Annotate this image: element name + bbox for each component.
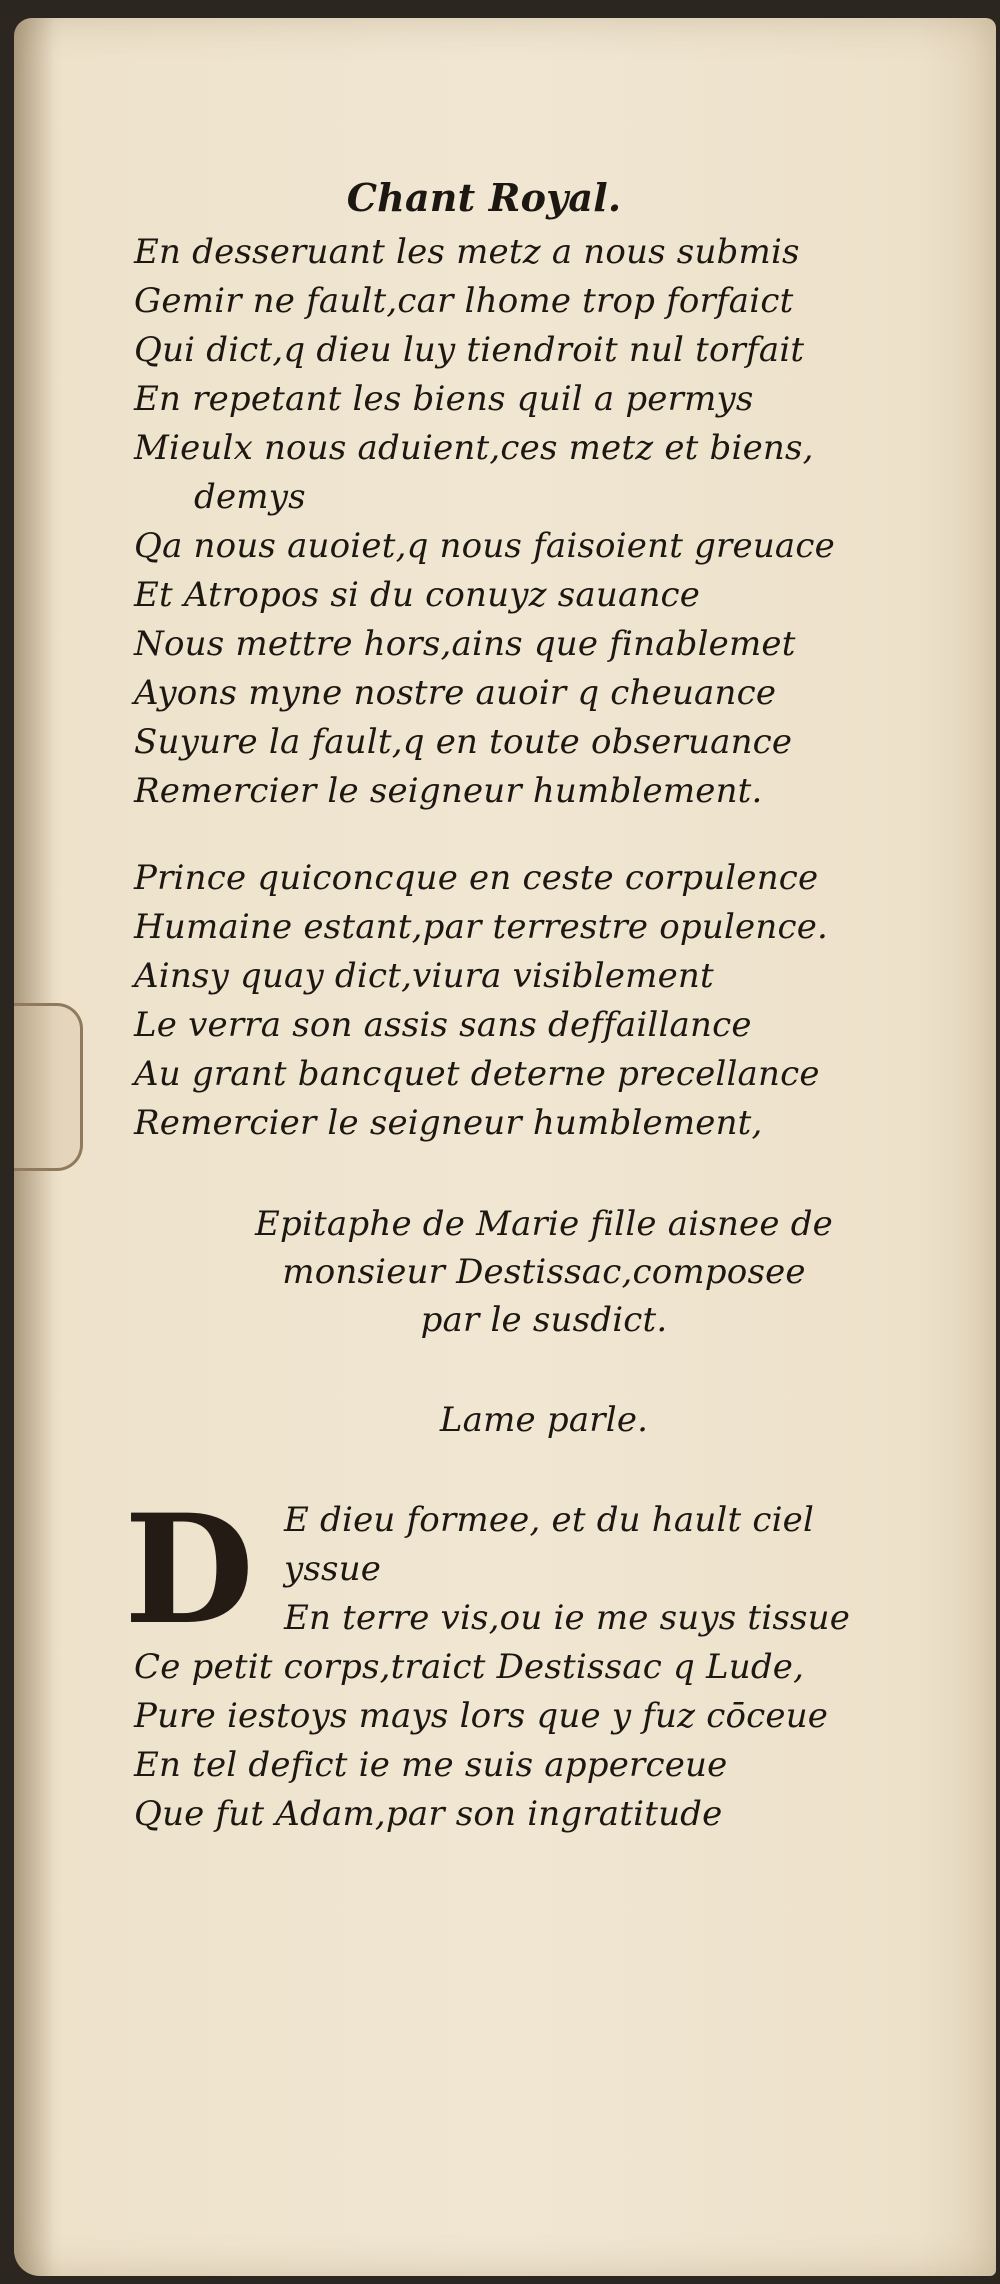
verse-line: En repetant les biens quil a permys (134, 379, 754, 419)
final-stanza (124, 1482, 954, 1839)
epitaph-title-line: par le susdict. (420, 1300, 668, 1340)
verse-line: yssue (284, 1549, 382, 1589)
verse-line: Mieulx nous aduient,ces metz et biens, (134, 428, 814, 468)
verse-line: Ayons myne nostre auoir q cheuance (134, 673, 777, 713)
verse-line: Et Atropos si du conuyz sauance (134, 575, 701, 615)
verse-line: En tel defict ie me suis apperceue (134, 1745, 728, 1785)
epitaph-title-line: Epitaphe de Marie fille aisnee de (255, 1204, 833, 1244)
verse-line: Qui dict,q dieu luy tiendroit nul torfait (134, 330, 805, 370)
drop-cap-initial: D (124, 1482, 255, 1658)
page-tab-marker (14, 1003, 83, 1171)
verse-line: Gemir ne fault,car lhome trop forfaict (134, 281, 794, 321)
printed-text (124, 168, 954, 1839)
epitaph-title-line: monsieur Destissac,composee (282, 1252, 806, 1292)
verse-line: Pure iestoys mays lors que y fuz cōceue (134, 1696, 829, 1736)
verse-line: En terre vis,ou ie me suys tissue (284, 1598, 851, 1638)
verse-line: Ainsy quay dict,viura visiblement (134, 956, 714, 996)
verse-line: Que fut Adam,par son ingratitude (134, 1794, 723, 1834)
verse-line: E dieu formee, et du hault ciel (284, 1500, 815, 1540)
book-page (14, 18, 996, 2276)
verse-line: Au grant bancquet deterne precellance (134, 1054, 820, 1094)
verse-line: Humaine estant,par terrestre opulence. (134, 907, 829, 947)
verse-line: Remercier le seigneur humblement, (134, 1103, 763, 1143)
verse-line: Prince quiconcque en ceste corpulence (134, 858, 819, 898)
verse-line: Ce petit corps,traict Destissac q Lude, (134, 1647, 805, 1687)
envoi-stanza (134, 854, 954, 1148)
verse-line: Le verra son assis sans deffaillance (134, 1005, 752, 1045)
verse-line: Remercier le seigneur humblement. (134, 771, 763, 811)
verse-line: Suyure la fault,q en toute obseruance (134, 722, 793, 762)
verse-line: Qa nous auoiet,q nous faisoient greuace (134, 526, 835, 566)
speaker-heading: Lame parle. (439, 1400, 649, 1440)
stanza-1 (134, 228, 954, 816)
epitaph-heading (134, 1200, 954, 1344)
verse-line: En desseruant les metz a nous submis (134, 232, 800, 272)
verse-line: demys (194, 477, 306, 517)
verse-line: Nous mettre hors,ains que finablemet (134, 624, 796, 664)
page-title: Chant Royal. (346, 175, 622, 220)
